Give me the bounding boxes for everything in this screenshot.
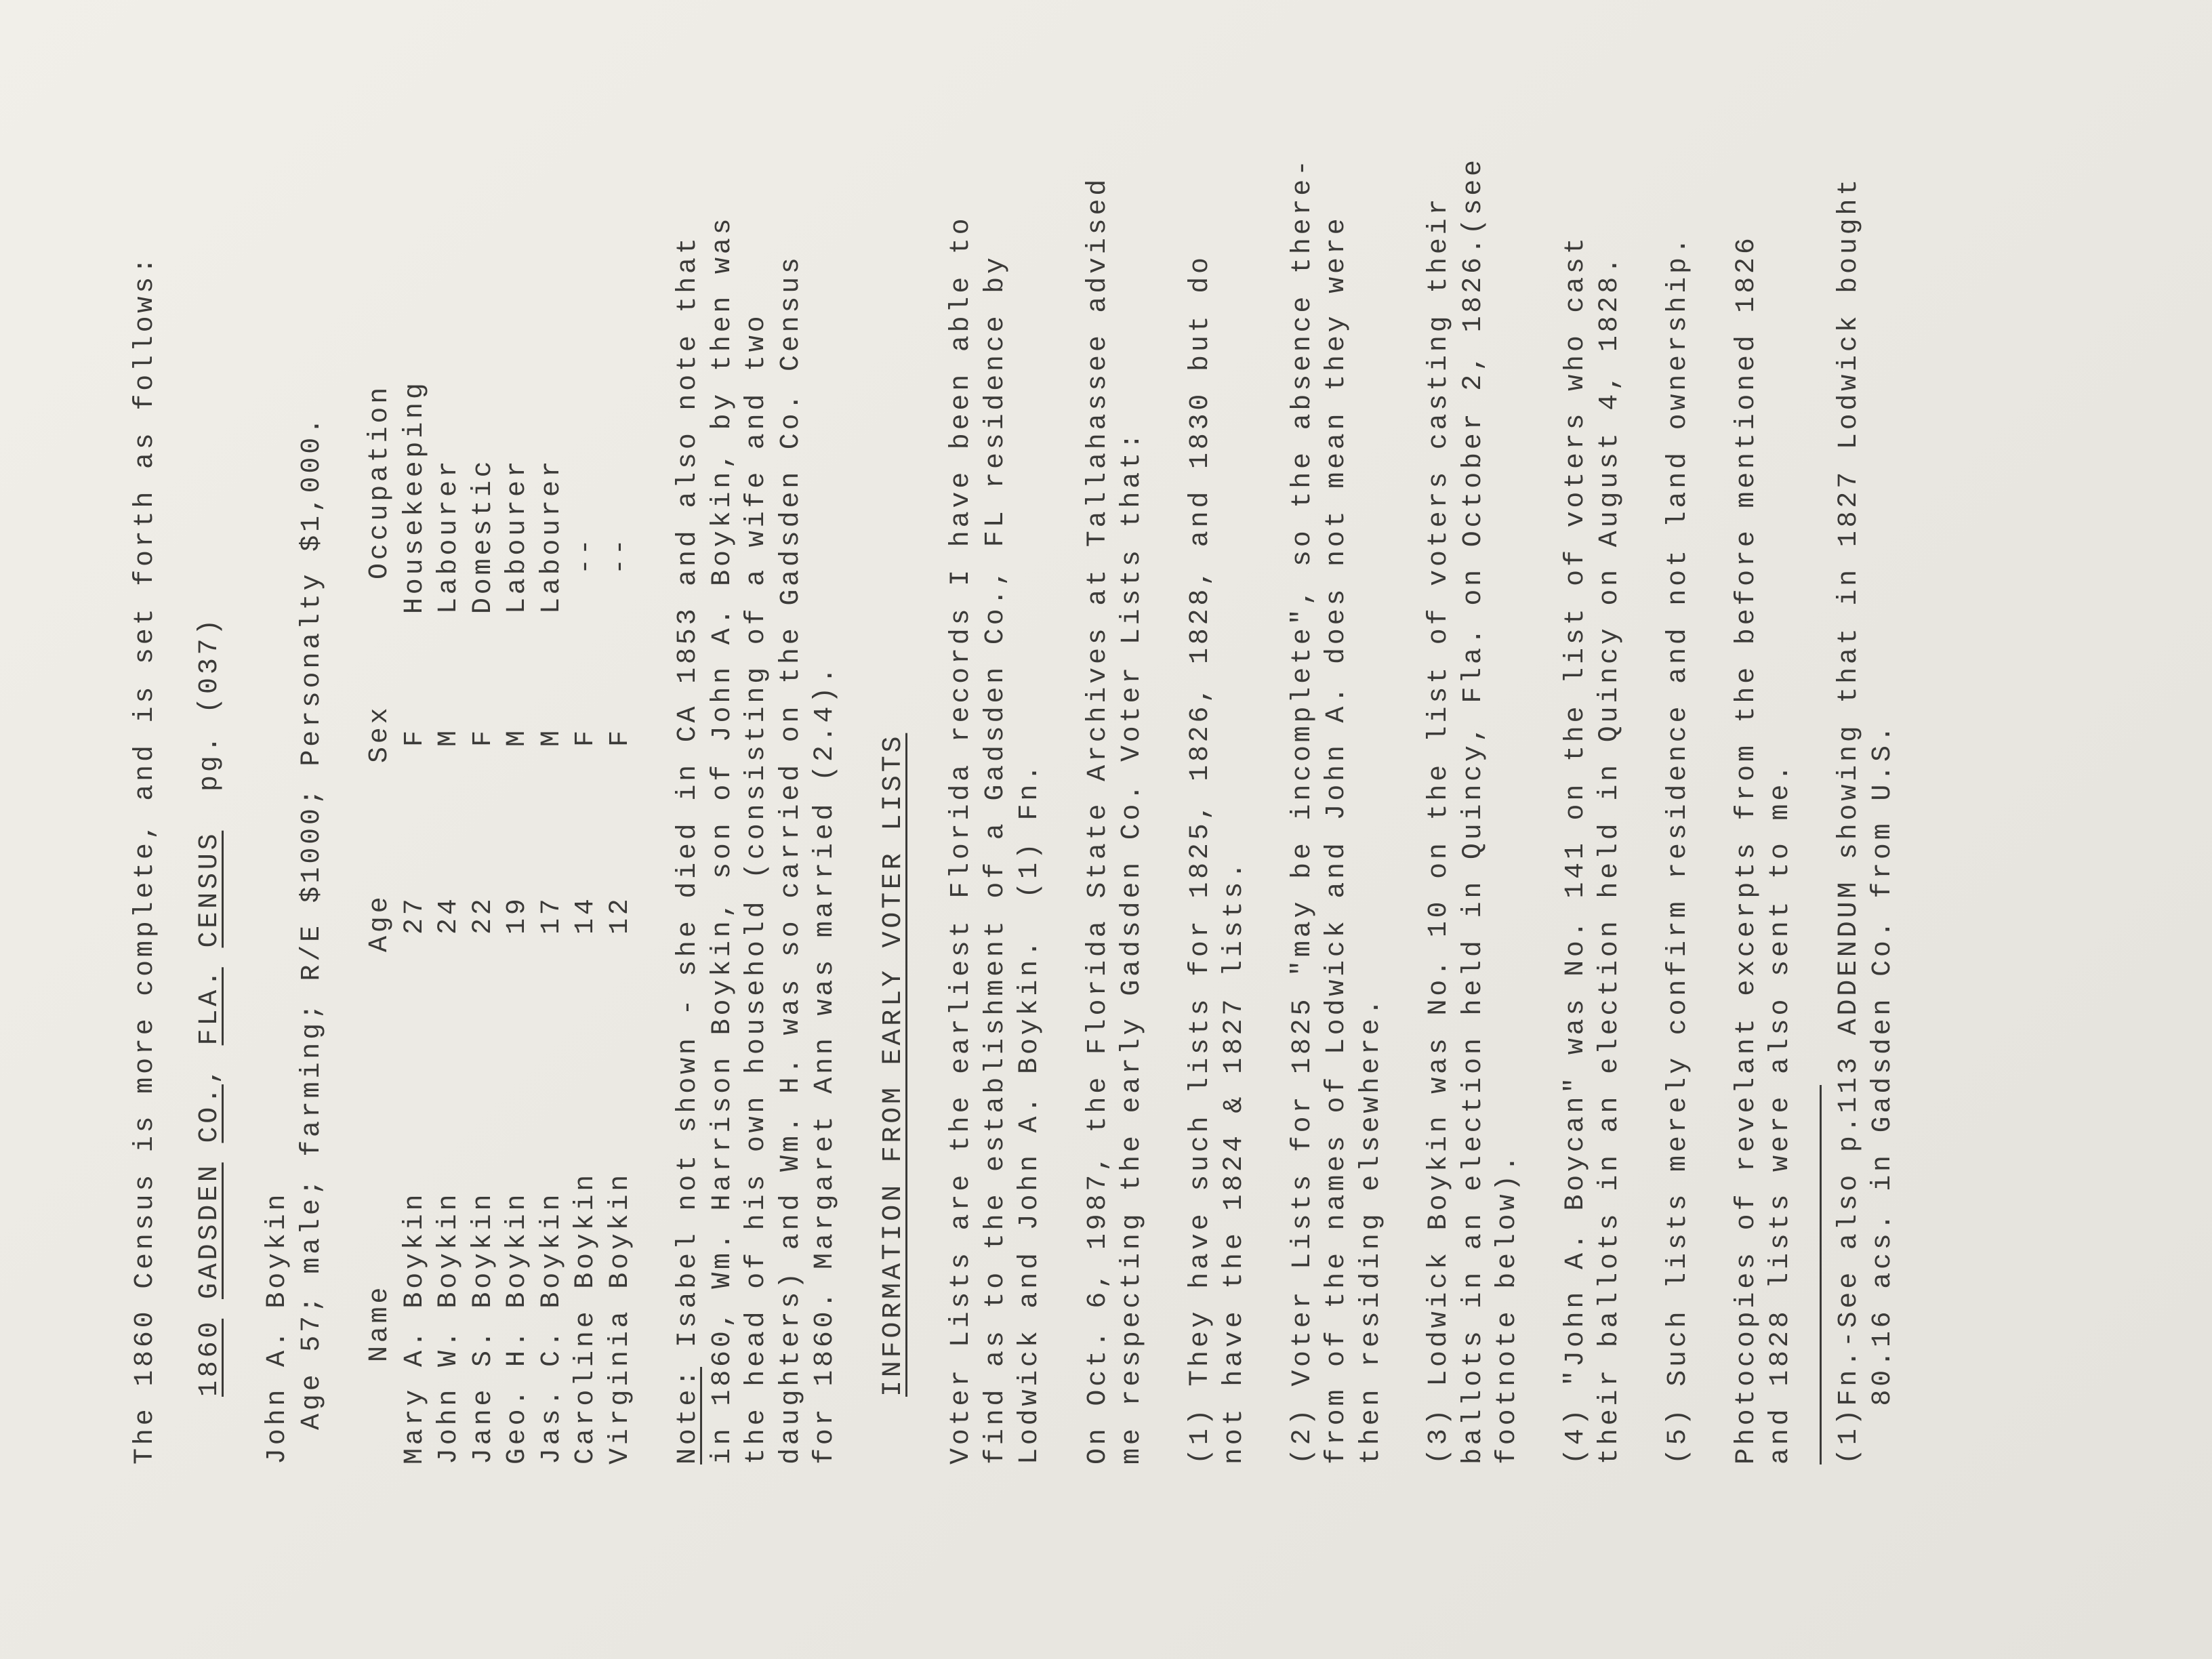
row-age: 22: [468, 895, 499, 935]
census-comma: ,: [194, 1065, 225, 1085]
item-3-line-2: ballots in an election held in Quincy, Fla. on October 2, 1826.(see: [1458, 157, 1489, 1465]
paragraph-1-line-2: find as to the establishment of a Gadsden Co., FL residence by: [981, 254, 1011, 1465]
item-2-line-3: then residing elsewhere.: [1356, 996, 1387, 1465]
row-name: Jas. C. Boykin: [537, 1191, 567, 1465]
item-4-line-1: (4) "John A. Boycan" was No. 141 on the list of voters who cast: [1561, 234, 1591, 1465]
row-name: Virginia Boykin: [605, 1171, 636, 1465]
row-age: 27: [400, 895, 430, 935]
section-heading: INFORMATION FROM EARLY VOTER LISTS: [878, 733, 909, 1397]
footnote-line-2: 80.16 acs. in Gadsden Co. from U.S.: [1868, 722, 1898, 1465]
row-name: Mary A. Boykin: [400, 1191, 430, 1465]
row-name: Jane S. Boykin: [468, 1191, 499, 1465]
note-text-1: Isabel not shown - she died in CA 1853 and also note that: [673, 234, 703, 1367]
note-line-3: the head of his own household (consisting of a wife and two: [741, 312, 772, 1465]
paragraph-2-line-2: me respecting the early Gadsden Co. Voter Lists that:: [1117, 430, 1147, 1465]
row-occupation: Domestic: [468, 457, 499, 614]
col-header-name: Name: [365, 1284, 395, 1362]
census-heading: [194, 615, 225, 1397]
row-sex: M: [434, 727, 464, 747]
paragraph-1-line-3: Lodwick and John A. Boykin. (1) Fn.: [1015, 762, 1045, 1465]
row-occupation: Labourer: [502, 457, 533, 614]
item-5-line-1: (5) Such lists merely confirm residence and not land ownership.: [1663, 234, 1694, 1465]
row-sex: F: [605, 727, 636, 747]
row-age: 14: [571, 895, 601, 935]
row-occupation: Labourer: [434, 457, 464, 614]
paragraph-3-line-1: Photocopies of revelant excerpts from the before mentioned 1826: [1732, 234, 1762, 1465]
row-occupation: --: [605, 535, 636, 575]
item-3-line-3: footnote below).: [1492, 1152, 1523, 1465]
census-state: FLA.: [194, 967, 225, 1046]
row-occupation: --: [571, 535, 601, 575]
row-occupation: Housekeeping: [400, 380, 430, 614]
item-1-line-2: not have the 1824 & 1827 lists.: [1219, 859, 1250, 1465]
footnote-rule: [1820, 1085, 1822, 1465]
row-sex: F: [571, 727, 601, 747]
row-name: John W. Boykin: [434, 1191, 464, 1465]
row-occupation: Labourer: [537, 457, 567, 614]
row-age: 12: [605, 895, 636, 935]
row-sex: F: [468, 727, 499, 747]
row-age: 24: [434, 895, 464, 935]
item-2-line-2: from of the names of Lodwick and John A. does not mean they were: [1322, 215, 1352, 1465]
note-line-2: in 1860, Wm. Harrison Boykin, son of John A. Boykin, by then was: [708, 215, 738, 1465]
intro-line: The 1860 Census is more complete, and is set forth as follows:: [130, 254, 161, 1465]
census-label: CENSUS: [194, 830, 225, 948]
row-sex: F: [400, 727, 430, 747]
census-county: GADSDEN: [194, 1162, 225, 1299]
head-details: Age 57; male; farming; R/E $1000; Personalty $1,000.: [297, 415, 327, 1430]
item-3-line-1: (3) Lodwick Boykin was No. 10 on the list of voters casting their: [1424, 195, 1454, 1465]
note-line-4: daughters) and Wm. H. was so carried on the Gadsden Co. Census: [776, 254, 806, 1465]
paragraph-2-line-1: On Oct. 6, 1987, the Florida State Archives at Tallahassee advised: [1083, 176, 1113, 1465]
paragraph-3-line-2: and 1828 lists were also sent to me.: [1765, 762, 1796, 1465]
note-label: Note:: [673, 1366, 703, 1465]
census-page-ref: pg. (037): [194, 615, 225, 792]
row-age: 17: [537, 895, 567, 935]
census-table: [305, 0, 2212, 1659]
note-line-5: for 1860. Margaret Ann was married (2.4).: [810, 664, 840, 1465]
row-name: Caroline Boykin: [571, 1171, 601, 1465]
note-line-1: [675, 234, 702, 1465]
col-header-sex: Sex: [365, 704, 395, 763]
col-header-occupation: Occupation: [365, 384, 395, 579]
item-2-line-1: (2) Voter Lists for 1825 "may be incomplete", so the absence there-: [1288, 157, 1318, 1465]
census-co: CO.: [194, 1084, 225, 1143]
row-sex: M: [537, 727, 567, 747]
census-year: 1860: [194, 1318, 225, 1397]
row-age: 19: [502, 895, 533, 935]
paragraph-1-line-1: Voter Lists are the earliest Florida records I have been able to: [946, 215, 977, 1465]
footnote-line-1: (1)Fn.-See also p.113 ADDENDUM showing that in 1827 Lodwick bought: [1834, 176, 1864, 1465]
item-1-line-1: (1) They have such lists for 1825, 1826, 1828, and 1830 but do: [1185, 254, 1216, 1465]
row-sex: M: [502, 727, 533, 747]
item-4-line-2: their ballots in an election held in Quincy on August 4, 1828.: [1595, 254, 1625, 1465]
row-name: Geo. H. Boykin: [502, 1191, 533, 1465]
head-name: John A. Boykin: [262, 1191, 293, 1465]
col-header-age: Age: [365, 893, 395, 952]
